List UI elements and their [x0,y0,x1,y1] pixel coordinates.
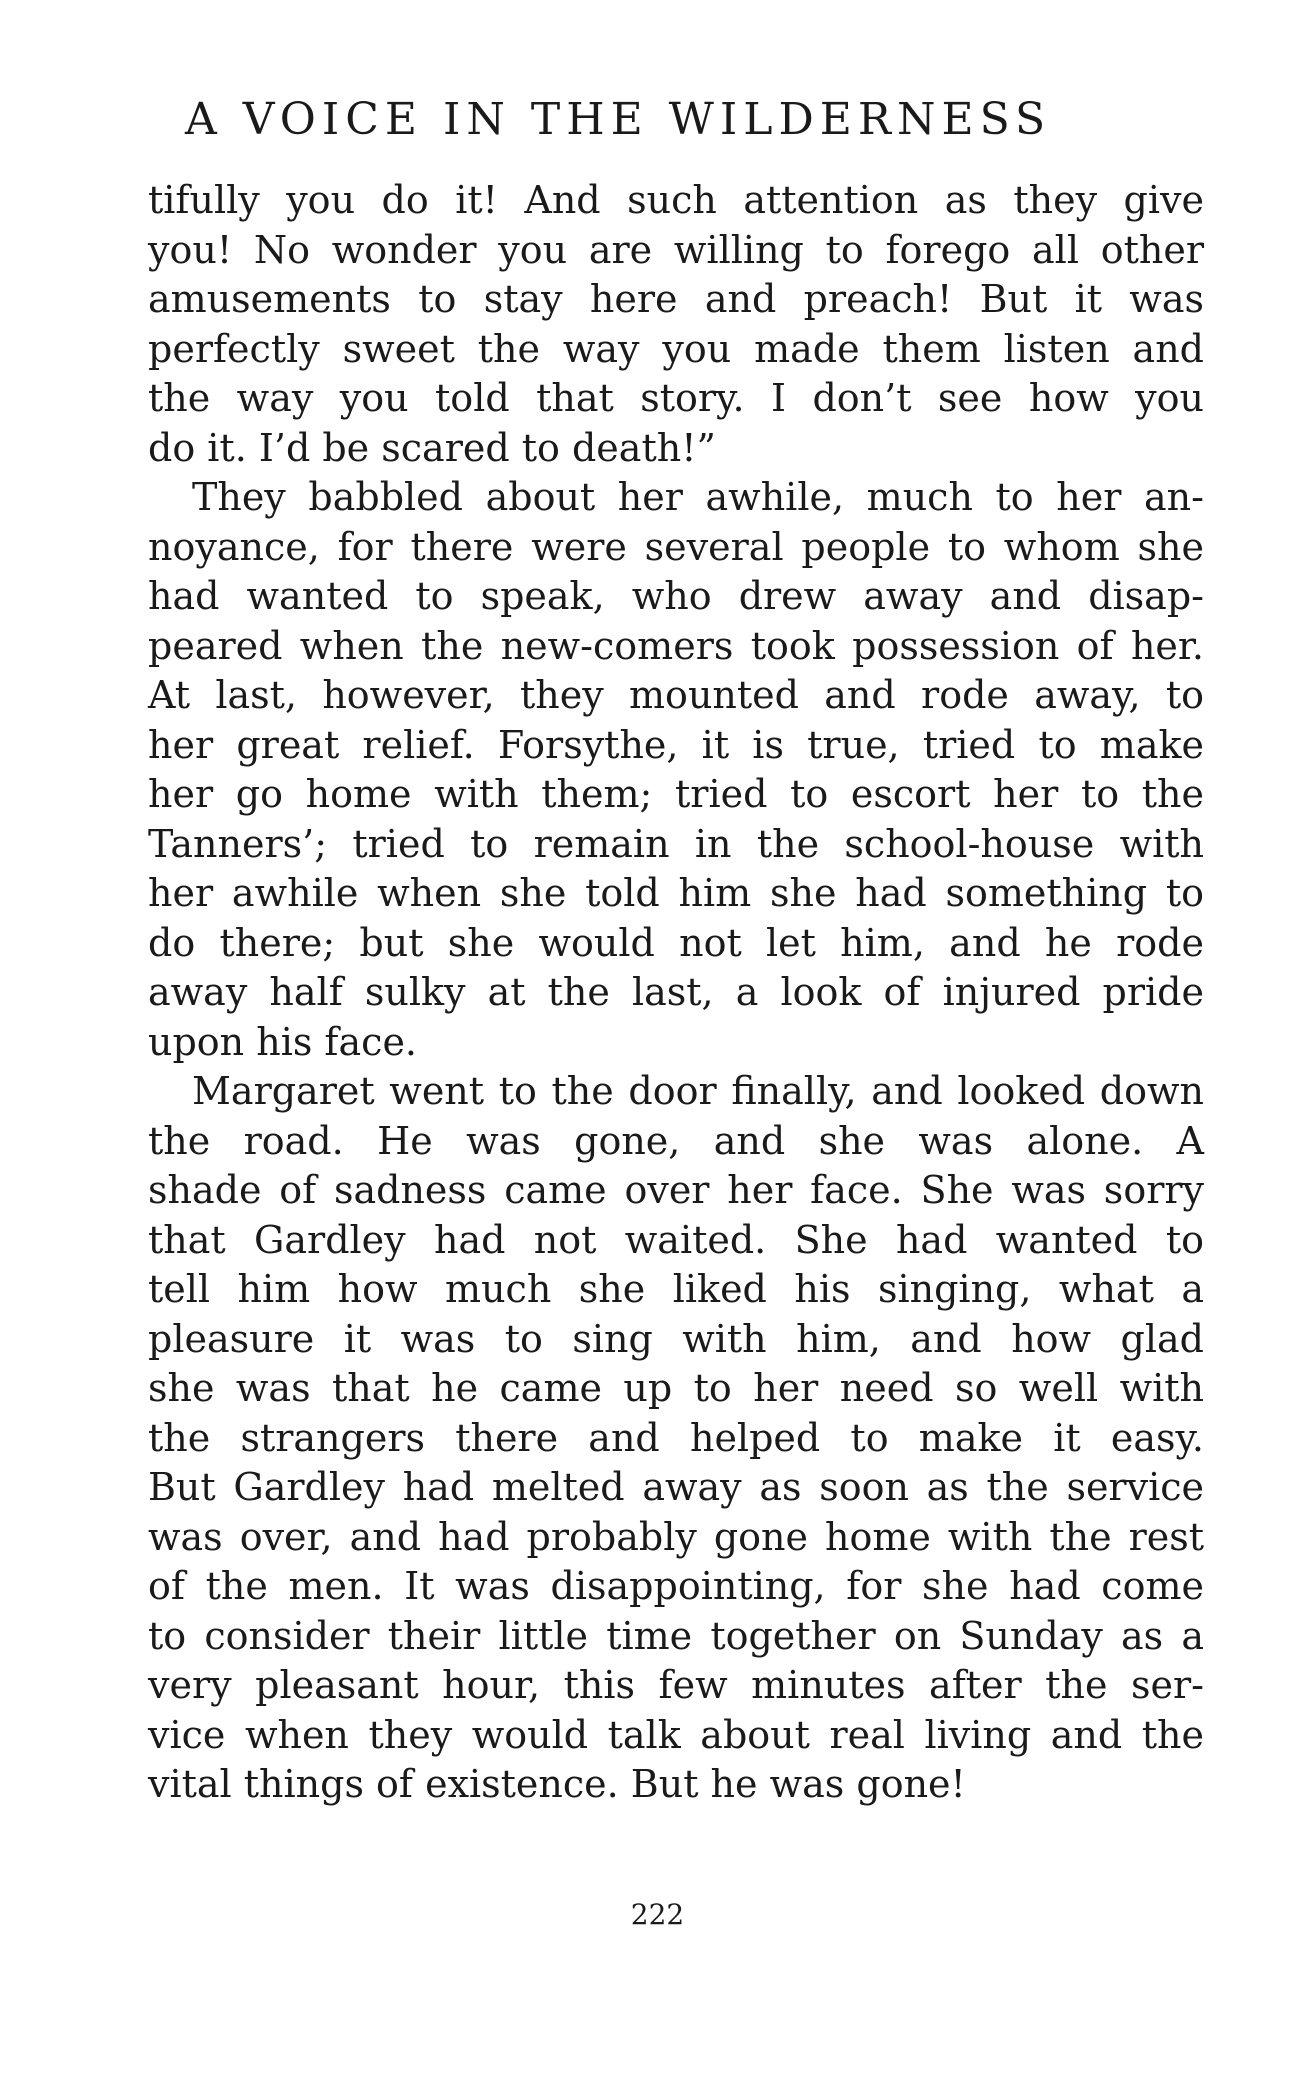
text-line: vice when they would talk about real living and the [148,1712,1204,1757]
text-line: you! No wonder you are willing to forego all other [148,227,1204,272]
text-line: Tanners’; tried to remain in the school-house with [148,821,1204,866]
text-line: perfectly sweet the way you made them listen and [148,326,1204,371]
text-line: shade of sadness came over her face. She was sorry [148,1168,1204,1212]
text-line: the way you told that story. I don’t see how you [148,376,1204,420]
text-line: do there; but she would not let him, and he rode [148,920,1204,965]
text-line: noyance, for there were several people to whom she [148,524,1204,569]
text-line: vital things of existence. But he was gone! [148,1762,966,1806]
text-line: the road. He was gone, and she was alone. A [148,1118,1204,1163]
text-line: her awhile when she told him she had something to [148,871,1204,915]
text-line: pleasure it was to sing with him, and how glad [148,1316,1204,1361]
text-line: peared when the new-comers took possession of her. [148,623,1204,668]
text-line: to consider their little time together on Sunday as a [148,1613,1204,1658]
page-number: 222 [630,1898,685,1931]
body-text [148,176,1204,1810]
text-line: was over, and had probably gone home with the rest [148,1514,1204,1559]
text-line: But Gardley had melted away as soon as the service [148,1465,1204,1509]
paragraph-1 [148,176,1204,473]
paragraph-2 [148,473,1204,1067]
paragraph-3 [148,1067,1204,1810]
text-line: At last, however, they mounted and rode away, to [148,673,1204,717]
text-line: her great relief. Forsythe, it is true, tried to make [148,722,1204,767]
text-line: tifully you do it! And such attention as they give [148,178,1204,222]
running-title: A VOICE IN THE WILDERNESS [185,94,1052,145]
text-line: that Gardley had not waited. She had wanted to [148,1217,1204,1262]
text-line: her go home with them; tried to escort her to the [148,772,1204,816]
text-line: upon his face. [148,1019,418,1064]
text-line: the strangers there and helped to make it easy. [148,1415,1204,1460]
text-line: Margaret went to the door finally, and looked down [192,1069,1204,1113]
text-line: very pleasant hour, this few minutes after the ser- [148,1663,1204,1707]
text-line: away half sulky at the last, a look of injured pride [148,970,1204,1014]
text-line: had wanted to speak, who drew away and disap- [148,574,1204,618]
text-line: do it. I’d be scared to death!” [148,425,716,470]
text-line: of the men. It was disappointing, for she had come [148,1564,1204,1608]
text-line: she was that he came up to her need so well with [148,1366,1204,1410]
text-line: They babbled about her awhile, much to her an- [192,475,1204,519]
text-line: amusements to stay here and preach! But it was [148,277,1204,321]
text-line: tell him how much she liked his singing, what a [148,1267,1204,1311]
